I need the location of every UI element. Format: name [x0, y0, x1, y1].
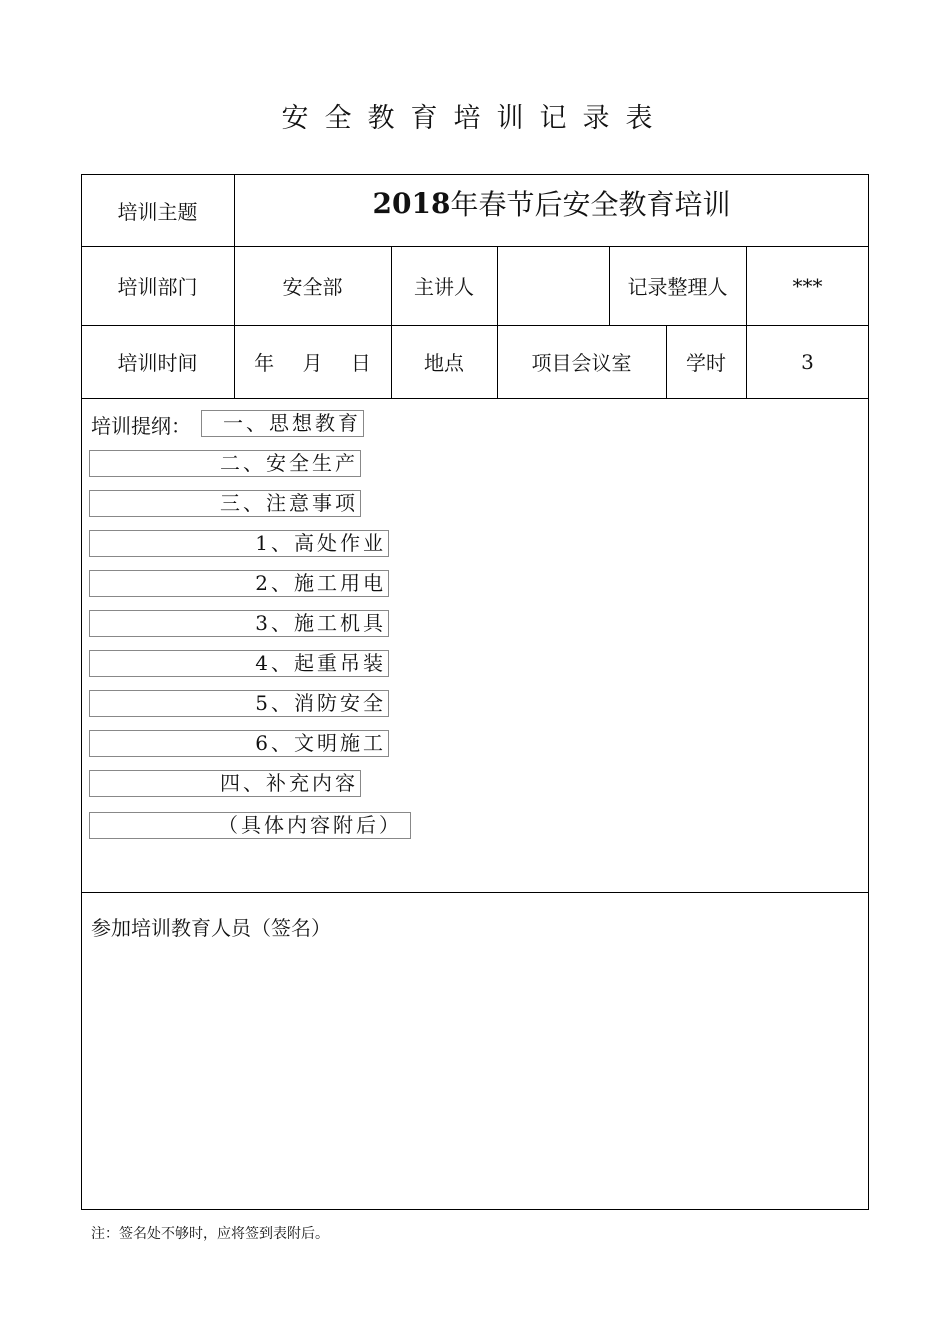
footnote: 注：签名处不够时，应将签到表附后。	[91, 1226, 329, 1242]
topic-year: 2018	[372, 186, 451, 220]
recorder-label: 记录整理人	[627, 275, 728, 299]
time-value: 年 月 日	[254, 351, 371, 375]
outline-item: 四、补充内容	[89, 770, 361, 797]
topic-value	[234, 174, 869, 232]
outline-item: 三、注意事项	[89, 490, 361, 517]
dept-value: 安全部	[282, 275, 343, 299]
speaker-label: 主讲人	[414, 275, 474, 299]
outline-item: 2、施工用电	[89, 570, 389, 597]
topic-label: 培训主题	[117, 199, 198, 224]
topic-text: 年春节后安全教育培训	[450, 188, 731, 221]
speaker-value	[497, 246, 609, 325]
outline-item: 5、消防安全	[89, 690, 389, 717]
recorder-value: ***	[792, 273, 823, 298]
page-title: 安全教育培训记录表	[281, 103, 669, 134]
hours-value: 3	[801, 349, 814, 374]
time-label: 培训时间	[117, 351, 198, 375]
outline-item: 6、文明施工	[89, 730, 389, 757]
row-divider	[81, 398, 869, 399]
signature-label: 参加培训教育人员（签名）	[91, 916, 331, 940]
place-value: 项目会议室	[531, 351, 632, 375]
hours-label: 学时	[686, 351, 726, 375]
dept-label: 培训部门	[117, 275, 198, 299]
outline-item: 1、高处作业	[89, 530, 389, 557]
outline-item: （具体内容附后）	[89, 812, 411, 839]
outline-label: 培训提纲：	[91, 414, 191, 438]
outline-item: 二、安全生产	[89, 450, 361, 477]
row-divider	[81, 892, 869, 893]
outline-item: 3、施工机具	[89, 610, 389, 637]
outline-item: 一、思想教育	[201, 410, 364, 437]
outline-item: 4、起重吊装	[89, 650, 389, 677]
place-label: 地点	[424, 351, 464, 375]
